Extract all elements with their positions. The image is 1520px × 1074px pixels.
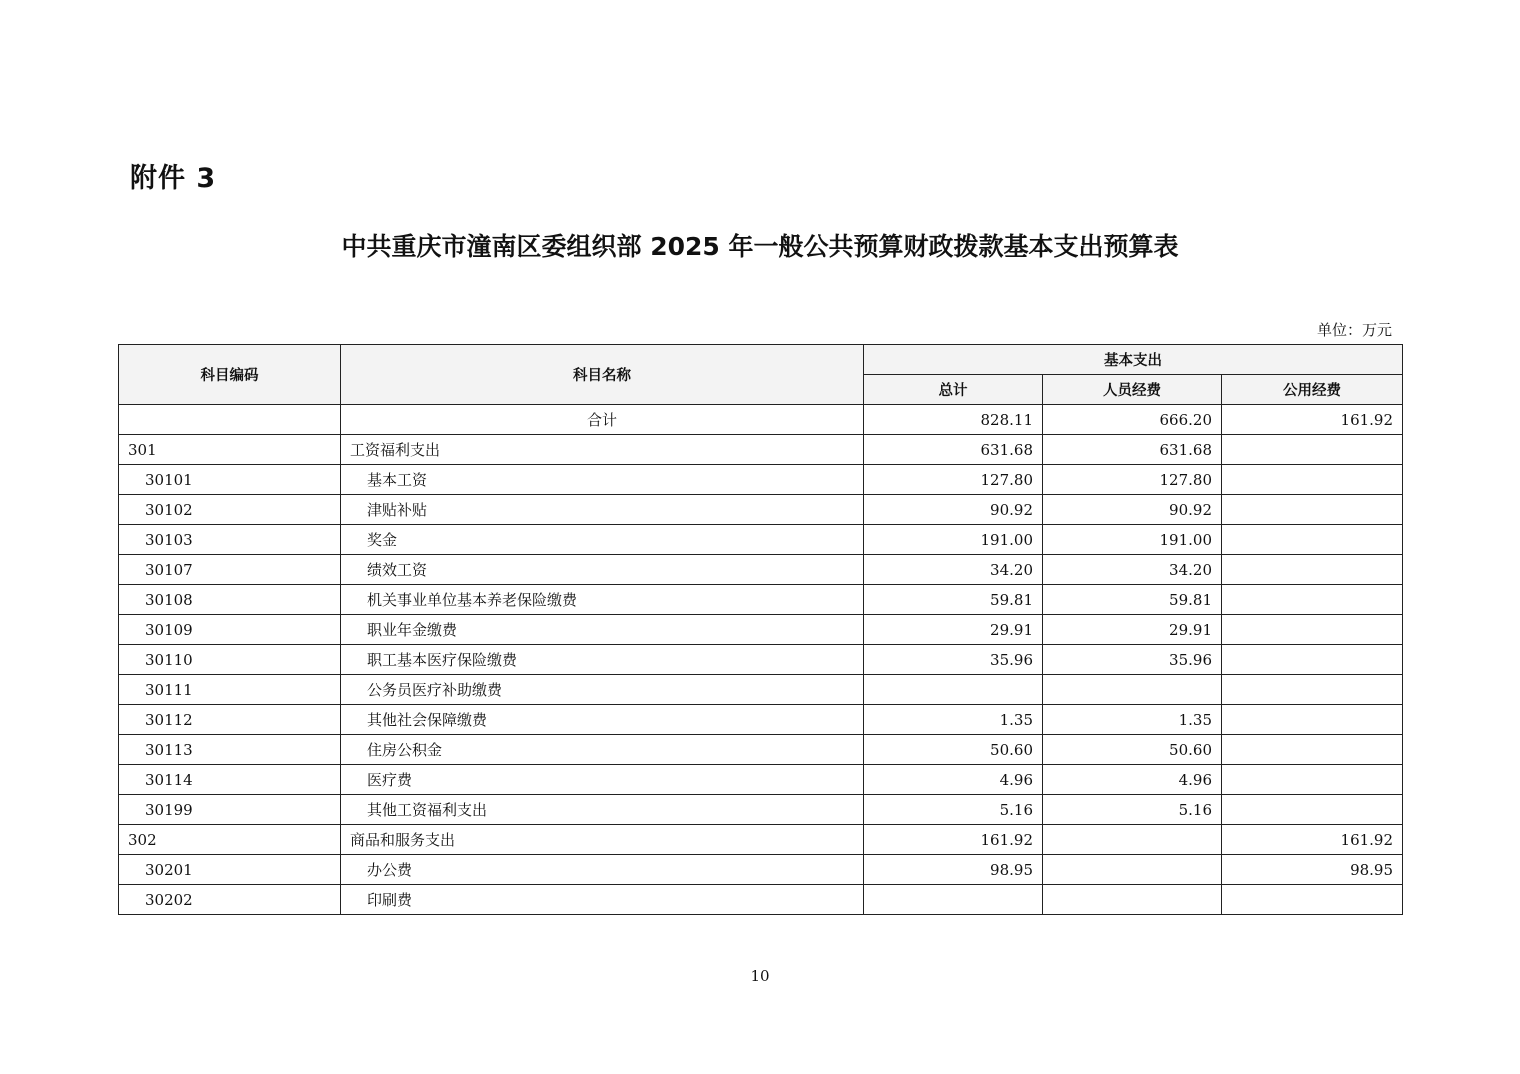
row-total: 5.16 bbox=[864, 795, 1043, 825]
row-name: 商品和服务支出 bbox=[341, 825, 864, 855]
row-name: 医疗费 bbox=[341, 765, 864, 795]
row-public bbox=[1222, 495, 1403, 525]
table-row bbox=[119, 795, 1403, 825]
row-public bbox=[1222, 555, 1403, 585]
row-personnel: 29.91 bbox=[1043, 615, 1222, 645]
row-personnel bbox=[1043, 855, 1222, 885]
row-name: 住房公积金 bbox=[341, 735, 864, 765]
row-code: 30202 bbox=[119, 885, 341, 915]
row-public bbox=[1222, 525, 1403, 555]
header-public: 公用经费 bbox=[1222, 375, 1403, 405]
row-code: 30199 bbox=[119, 795, 341, 825]
row-personnel bbox=[1043, 885, 1222, 915]
row-public: 98.95 bbox=[1222, 855, 1403, 885]
table-row bbox=[119, 825, 1403, 855]
row-name: 职业年金缴费 bbox=[341, 615, 864, 645]
row-total: 34.20 bbox=[864, 555, 1043, 585]
row-public bbox=[1222, 795, 1403, 825]
row-name: 工资福利支出 bbox=[341, 435, 864, 465]
row-code: 30109 bbox=[119, 615, 341, 645]
row-total: 29.91 bbox=[864, 615, 1043, 645]
row-name: 基本工资 bbox=[341, 465, 864, 495]
table-row bbox=[119, 615, 1403, 645]
row-public bbox=[1222, 465, 1403, 495]
row-personnel: 90.92 bbox=[1043, 495, 1222, 525]
table-row bbox=[119, 645, 1403, 675]
row-name: 其他工资福利支出 bbox=[341, 795, 864, 825]
table-row bbox=[119, 705, 1403, 735]
total-code bbox=[119, 405, 341, 435]
row-code: 30103 bbox=[119, 525, 341, 555]
table-row bbox=[119, 735, 1403, 765]
row-personnel: 1.35 bbox=[1043, 705, 1222, 735]
budget-table bbox=[118, 344, 1403, 915]
table-row bbox=[119, 855, 1403, 885]
row-public bbox=[1222, 735, 1403, 765]
row-code: 30102 bbox=[119, 495, 341, 525]
row-total: 35.96 bbox=[864, 645, 1043, 675]
row-name: 公务员医疗补助缴费 bbox=[341, 675, 864, 705]
row-code: 30201 bbox=[119, 855, 341, 885]
row-personnel: 34.20 bbox=[1043, 555, 1222, 585]
row-personnel: 127.80 bbox=[1043, 465, 1222, 495]
total-name: 合计 bbox=[341, 405, 864, 435]
row-personnel: 631.68 bbox=[1043, 435, 1222, 465]
row-total: 98.95 bbox=[864, 855, 1043, 885]
attachment-label: 附件 3 bbox=[130, 163, 217, 194]
row-total bbox=[864, 675, 1043, 705]
row-total: 4.96 bbox=[864, 765, 1043, 795]
table-row bbox=[119, 465, 1403, 495]
row-name: 办公费 bbox=[341, 855, 864, 885]
row-public bbox=[1222, 705, 1403, 735]
header-total: 总计 bbox=[864, 375, 1043, 405]
row-code: 30101 bbox=[119, 465, 341, 495]
row-personnel: 35.96 bbox=[1043, 645, 1222, 675]
unit-label: 单位：万元 bbox=[1316, 321, 1392, 339]
row-name: 绩效工资 bbox=[341, 555, 864, 585]
header-personnel: 人员经费 bbox=[1043, 375, 1222, 405]
total-row bbox=[119, 405, 1403, 435]
row-name: 印刷费 bbox=[341, 885, 864, 915]
row-public bbox=[1222, 765, 1403, 795]
row-code: 30108 bbox=[119, 585, 341, 615]
table-row bbox=[119, 435, 1403, 465]
row-name: 机关事业单位基本养老保险缴费 bbox=[341, 585, 864, 615]
row-code: 30111 bbox=[119, 675, 341, 705]
row-code: 302 bbox=[119, 825, 341, 855]
row-total bbox=[864, 885, 1043, 915]
row-personnel: 5.16 bbox=[1043, 795, 1222, 825]
row-public bbox=[1222, 645, 1403, 675]
row-public bbox=[1222, 885, 1403, 915]
row-public bbox=[1222, 585, 1403, 615]
page-number: 10 bbox=[750, 967, 770, 985]
row-code: 30110 bbox=[119, 645, 341, 675]
row-personnel: 191.00 bbox=[1043, 525, 1222, 555]
row-public: 161.92 bbox=[1222, 825, 1403, 855]
total-total: 828.11 bbox=[864, 405, 1043, 435]
row-personnel: 59.81 bbox=[1043, 585, 1222, 615]
row-personnel: 4.96 bbox=[1043, 765, 1222, 795]
row-total: 59.81 bbox=[864, 585, 1043, 615]
row-total: 1.35 bbox=[864, 705, 1043, 735]
row-name: 其他社会保障缴费 bbox=[341, 705, 864, 735]
header-code: 科目编码 bbox=[119, 345, 341, 405]
row-code: 30107 bbox=[119, 555, 341, 585]
row-total: 161.92 bbox=[864, 825, 1043, 855]
header-name: 科目名称 bbox=[341, 345, 864, 405]
table-body bbox=[119, 405, 1403, 915]
row-personnel bbox=[1043, 825, 1222, 855]
document-title: 中共重庆市潼南区委组织部 2025 年一般公共预算财政拨款基本支出预算表 bbox=[341, 232, 1179, 261]
row-total: 191.00 bbox=[864, 525, 1043, 555]
total-public: 161.92 bbox=[1222, 405, 1403, 435]
row-code: 301 bbox=[119, 435, 341, 465]
table-row bbox=[119, 675, 1403, 705]
row-total: 631.68 bbox=[864, 435, 1043, 465]
row-total: 127.80 bbox=[864, 465, 1043, 495]
table-row bbox=[119, 765, 1403, 795]
row-public bbox=[1222, 675, 1403, 705]
table-row bbox=[119, 585, 1403, 615]
table-row bbox=[119, 555, 1403, 585]
header-basic-expenditure: 基本支出 bbox=[864, 345, 1403, 375]
table-row bbox=[119, 885, 1403, 915]
table-row bbox=[119, 525, 1403, 555]
row-code: 30113 bbox=[119, 735, 341, 765]
total-personnel: 666.20 bbox=[1043, 405, 1222, 435]
row-total: 90.92 bbox=[864, 495, 1043, 525]
row-name: 津贴补贴 bbox=[341, 495, 864, 525]
row-code: 30114 bbox=[119, 765, 341, 795]
row-personnel: 50.60 bbox=[1043, 735, 1222, 765]
row-public bbox=[1222, 615, 1403, 645]
row-code: 30112 bbox=[119, 705, 341, 735]
row-personnel bbox=[1043, 675, 1222, 705]
row-total: 50.60 bbox=[864, 735, 1043, 765]
row-public bbox=[1222, 435, 1403, 465]
table-row bbox=[119, 495, 1403, 525]
row-name: 奖金 bbox=[341, 525, 864, 555]
row-name: 职工基本医疗保险缴费 bbox=[341, 645, 864, 675]
table-header bbox=[119, 345, 1403, 405]
